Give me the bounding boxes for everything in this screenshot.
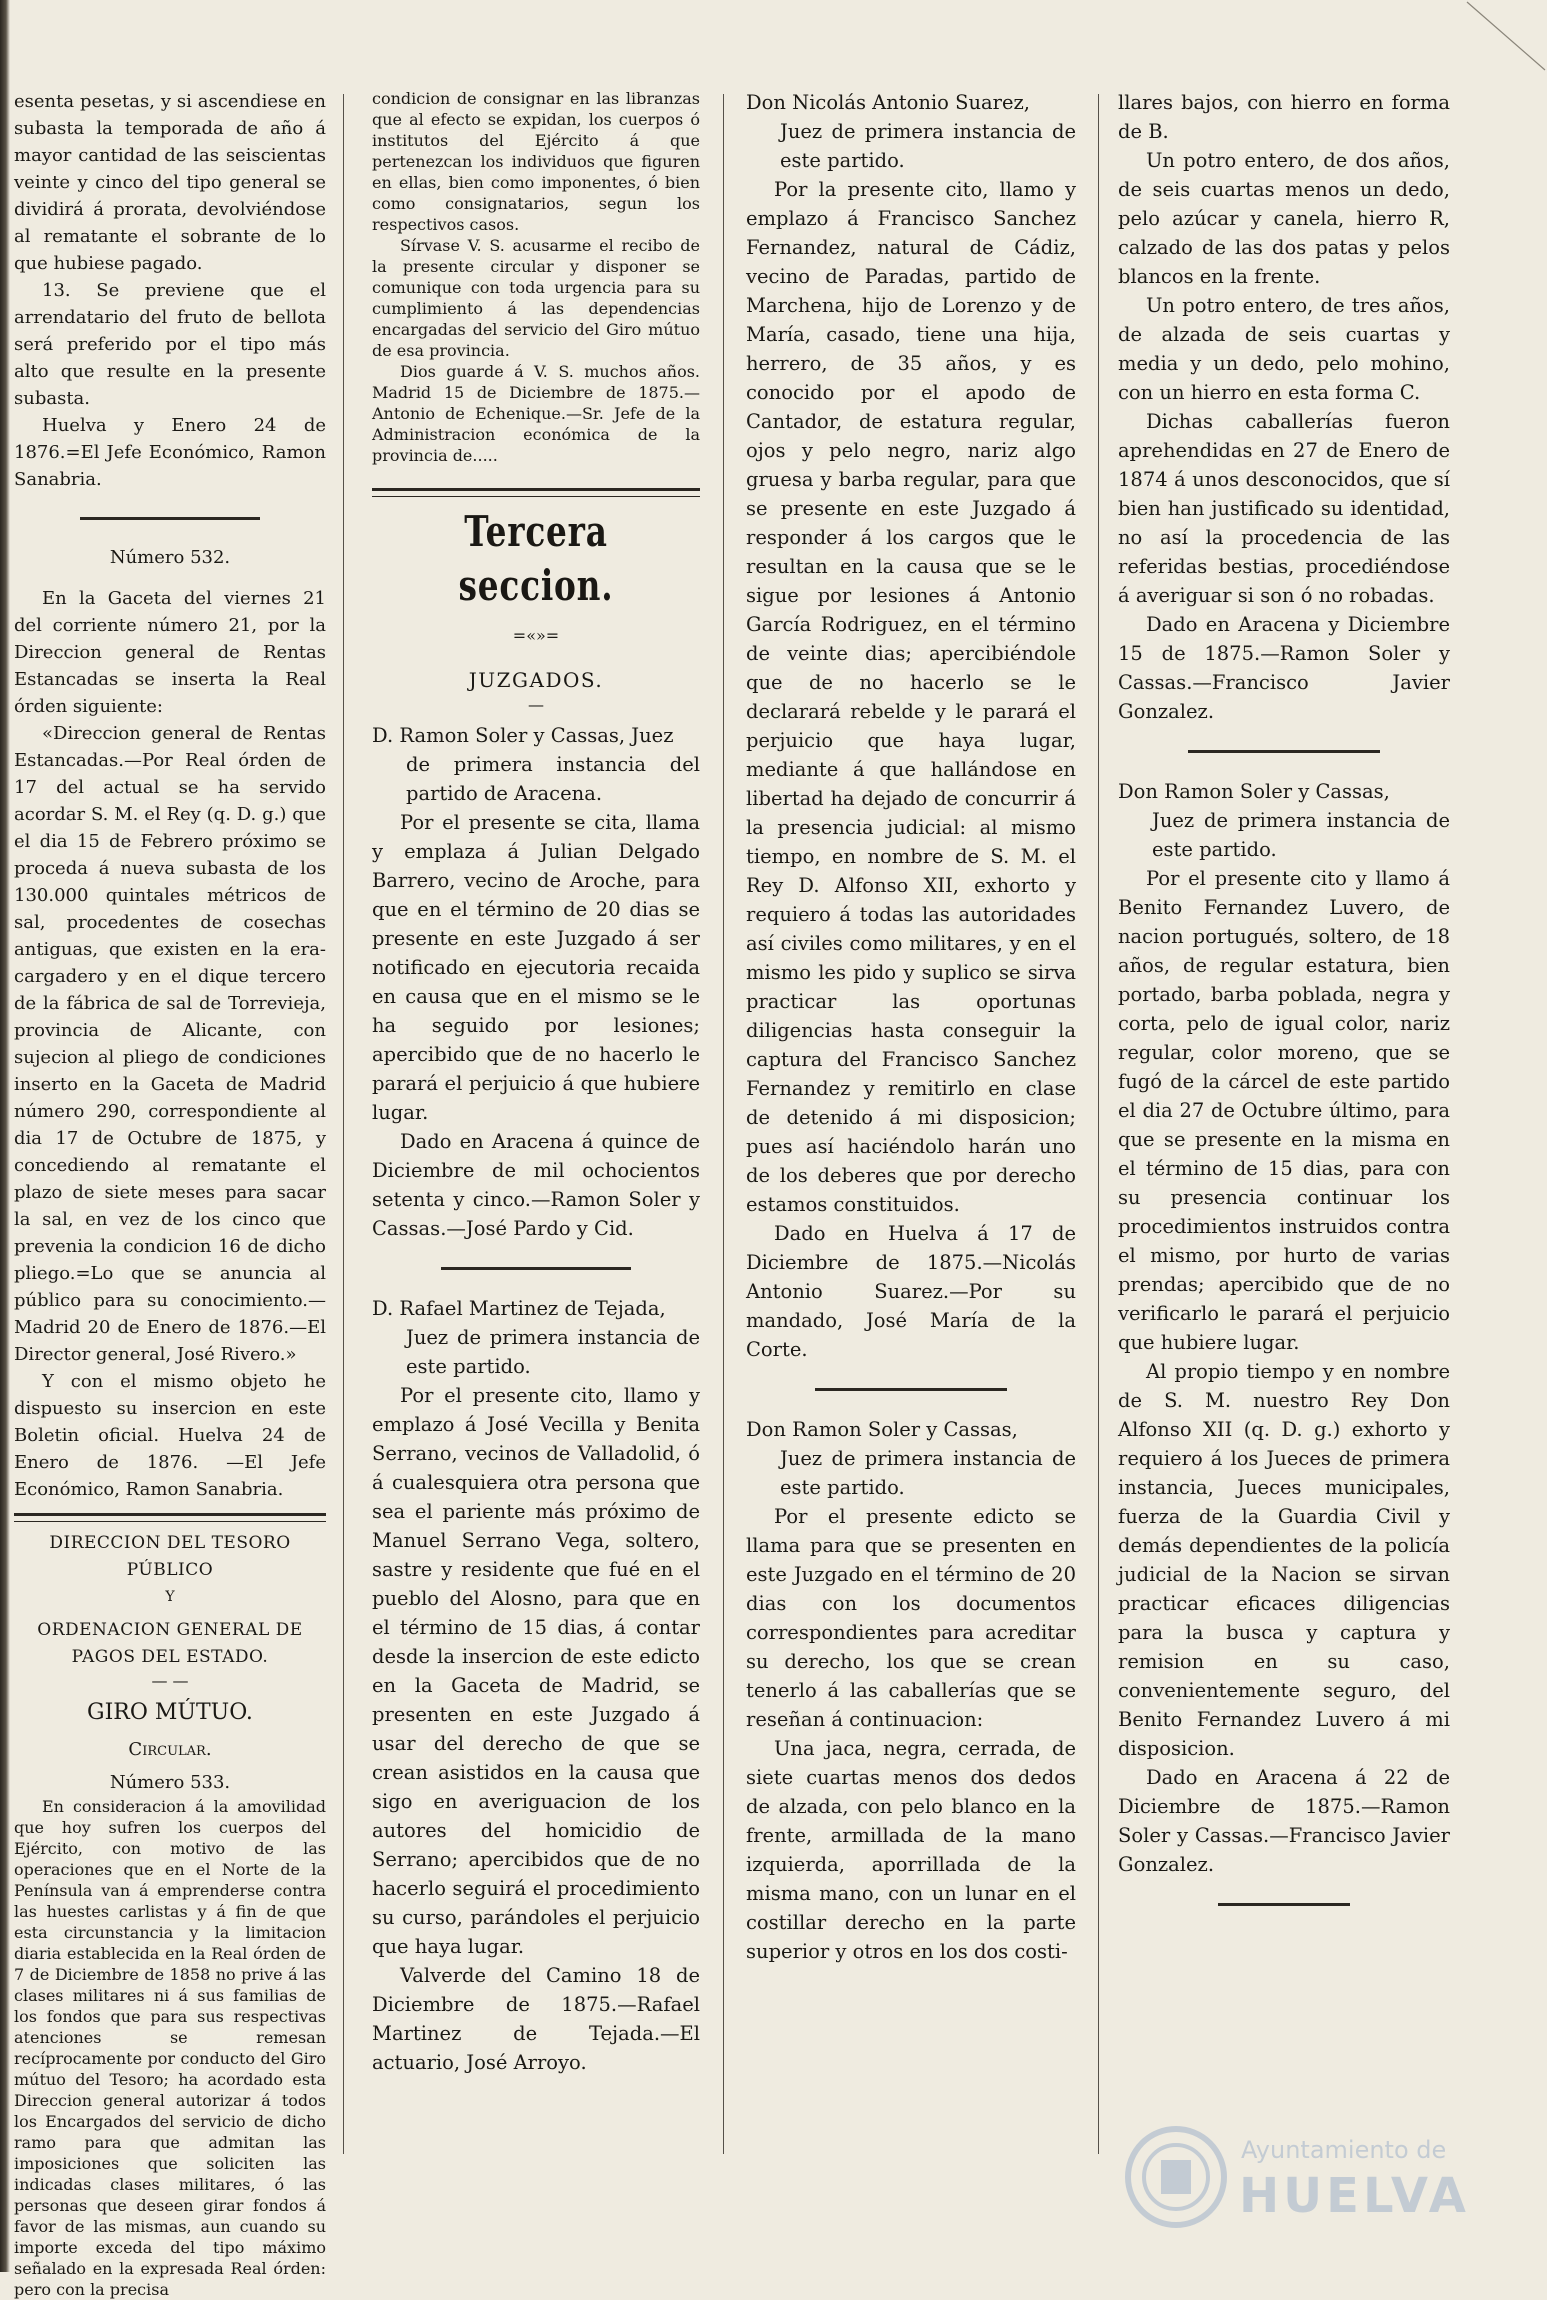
judge-title: Juez de primera instancia de este partido. [406,1326,700,1378]
section-rule [815,1388,1006,1391]
column-rule [1098,94,1099,2154]
column-1 [14,88,326,2300]
signature-paragraph: Dado en Aracena á quince de Diciembre de mil ochocientos setenta y cinco.—Ramon Soler y Cassas.—José Pardo y Cid. [372,1130,700,1240]
double-rule [14,1513,326,1522]
judge-title: Juez de primera instancia de este partido. [780,120,1076,172]
judge-name: D. Rafael Martinez de Tejada, [372,1297,666,1320]
notice-number: Número 532. [109,547,231,568]
double-rule [372,488,700,497]
city-seal-icon [1121,2122,1231,2232]
subtitle: Circular. [128,1739,212,1760]
section-rule [441,1267,631,1270]
paragraph: Al propio tiempo y en nombre de S. M. nuestro Rey Don Alfonso XII (q. D. g.) exhorto y requiero á los Jueces de primera instancia, Jueces municipales, fuerza de la Guardia Civil y demás dependientes de la policía judicial de la Nacion se sirvan practicar eficaces diligencias para la busca y captura y remision en su caso, convenientemente seguro, del Benito Fernandez Luvero á mi disposicion. [1118,1360,1450,1760]
section-header-conjunction: Y [165,1589,175,1605]
judge-name: Don Ramon Soler y Cassas, [746,1418,1018,1441]
section-rule [1188,750,1381,753]
signature-paragraph: Dios guarde á V. S. muchos años. Madrid 15 de Diciembre de 1875.—Antonio de Echenique.—Sr. Jefe de la Administracion económica de la provincia de..... [372,362,700,465]
separator-dash: — [528,695,544,714]
judge-title: de primera instancia del partido de Aracena. [406,753,700,805]
paragraph: Un potro entero, de dos años, de seis cuartas menos un dedo, pelo azúcar y canela, hierro R, calzado de las dos patas y pelos blancos en la frente. [1118,149,1450,288]
watermark-line: Ayuntamiento de [1241,2136,1447,2164]
column-rule [343,94,344,2154]
paragraph: Una jaca, negra, cerrada, de siete cuartas menos dos dedos de alzada, con pelo blanco en la frente, armillada de la mano izquierda, aporrillada de la misma mano, con un lunar en el costillar derecho en la parte superior y otros en los dos costi- [746,1737,1076,1963]
judge-name: Don Nicolás Antonio Suarez, [746,91,1030,114]
paragraph: llares bajos, con hierro en forma de B. [1118,91,1450,143]
paragraph: En la Gaceta del viernes 21 del corriente número 21, por la Direccion general de Rentas Estancadas se inserta la Real órden siguiente: [14,588,326,717]
judge-name: Don Ramon Soler y Cassas, [1118,780,1390,803]
paragraph: 13. Se previene que el arrendatario del fruto de bellota será preferido por el tipo más alto que resulte en la presente subasta. [14,280,326,409]
column-3 [746,88,1076,1966]
signature-paragraph: Dado en Aracena á 22 de Diciembre de 1875.—Ramon Soler y Cassas.—Francisco Javier Gonzalez. [1118,1766,1450,1876]
section-header: ORDENACION GENERAL DE PAGOS DEL ESTADO. [37,1620,303,1667]
ornament: =«»= [512,626,560,645]
section-header: DIRECCION DEL TESORO PÚBLICO [49,1533,291,1580]
paragraph: Por el presente se cita, llama y emplaza á Julian Delgado Barrero, vecino de Aroche, para que en el término de 20 dias se presente en este Juzgado á ser notificado en ejecutoria recaida en causa que en el mismo se le ha seguido por lesiones; apercibido que de no hacerlo le parará el perjuicio á que hubiere lugar. [372,811,700,1124]
column-4 [1118,88,1450,1930]
paragraph: condicion de consignar en las libranzas que al efecto se expidan, los cuerpos ó institutos del Ejército á que pertenezcan los individuos que figuren en ellas, bien como imponentes, ó bien como consignatarios, segun los respectivos casos. [372,89,700,234]
paragraph: Dichas caballerías fueron aprehendidas en 27 de Enero de 1874 á unos desconocidos, que sí bien han justificado su identidad, no así la procedencia de las referidas bestias, procediéndose á averiguar si son ó no robadas. [1118,410,1450,607]
paragraph: esenta pesetas, y si ascendiese en subasta la temporada de año á mayor cantidad de las seiscientas veinte y cinco del tipo general se dividirá á prorata, devolviéndose al rematante el sobrante de lo que hubiese pagado. [14,91,326,274]
paragraph: Por la presente cito, llamo y emplazo á Francisco Sanchez Fernandez, natural de Cádiz, vecino de Paradas, partido de Marchena, hijo de Lorenzo y de María, casado, tiene una hija, herrero, de 35 años, y es conocido por el apodo de Cantador, de estatura regular, ojos y pelo negro, nariz algo gruesa y barba regular, para que se presente en este Juzgado á responder á los cargos que le resultan en la causa que se le sigue por lesiones á Antonio García Rodriguez, en el término de veinte dias; apercibiéndole que de no hacerlo se le declarará rebelde y le parará el perjuicio que haya lugar, mediante á que hallándose en libertad ha dejado de concurrir á la presencia judicial: al mismo tiempo, en nombre de S. M. el Rey D. Alfonso XII, exhorto y requiero á todas las autoridades así civiles como militares, y en el mismo les pido y suplico se sirva practicar las oportunas diligencias hasta conseguir la captura del Francisco Sanchez Fernandez y remitirlo en clase de detenido á mi disposicion; pues así haciéndolo harán uno de los deberes que por derecho estamos constituidos. [746,178,1076,1216]
section-heading: Tercera seccion. [458,507,614,610]
signature-paragraph: Valverde del Camino 18 de Diciembre de 1875.—Rafael Martinez de Tejada.—El actuario, José Arroyo. [372,1964,700,2074]
quoted-order: «Direccion general de Rentas Estancadas.—Por Real órden de 17 del actual se ha servido acordar S. M. el Rey (q. D. g.) que el dia 15 de Febrero próximo se proceda á nueva subasta de los 130.000 quintales métricos de sal, procedentes de cosechas antiguas, que existen en la era-cargadero y en el dique tercero de la fábrica de sal de Torrevieja, provincia de Alicante, con sujecion al pliego de condiciones inserto en la Gaceta de Madrid número 290, correspondiente al dia 17 de Octubre de 1875, y concediendo al rematante el plazo de siete meses para sacar la sal, en vez de los cinco que prevenia la condicion 16 de dicho pliego.=Lo que se anuncia al público para su conocimiento.—Madrid 20 de Enero de 1876.—El Director general, José Rivero.» [14,723,326,1365]
column-rule [723,94,724,2154]
column-2 [372,88,700,2077]
page-binding-edge [0,0,10,2272]
subsection-heading: JUZGADOS. [468,668,604,692]
archive-watermark [1121,2122,1501,2232]
judge-title: Juez de primera instancia de este partido. [1152,809,1450,861]
signature-paragraph: Huelva y Enero 24 de 1876.=El Jefe Económico, Ramon Sanabria. [14,415,326,490]
judge-name: D. Ramon Soler y Cassas, Juez [372,724,674,747]
watermark-city: HUELVA [1239,2168,1470,2224]
paragraph: Sírvase V. S. acusarme el recibo de la presente circular y disponer se comunique con toda urgencia para su cumplimiento á las dependencias encargadas del servicio del Giro mútuo de esa provincia. [372,236,700,360]
paragraph: Por el presente cito y llamo á Benito Fernandez Luvero, de nacion portugués, soltero, de 18 años, de regular estatura, bien portado, barba poblada, negra y corta, pelo de igual color, nariz regular, color moreno, que se fugó de la cárcel de este partido el dia 27 de Octubre último, para que se presente en la misma en el término de 15 dias, para con su presencia continuar los procedimientos instruidos contra el mismo, por hurto de varias prendas; apercibido que de no verificarlo le parará el perjuicio que hubiere lugar. [1118,867,1450,1354]
paragraph: Un potro entero, de tres años, de alzada de seis cuartas y media y un dedo, pelo mohino, con un hierro en esta forma C. [1118,294,1450,404]
paragraph: Por el presente cito, llamo y emplazo á José Vecilla y Benita Serrano, vecinos de Valladolid, ó á cualesquiera otra persona que sea el pariente más próximo de Manuel Serrano Vega, soltero, sastre y residente que fué en el pueblo del Alosno, para que en el término de 15 dias, á contar desde la insercion de este edicto en la Gaceta de Madrid, se presenten en este Juzgado á usar del derecho de que se crean asistidos en la causa que sigo en averiguacion de los autores del homicidio de Serrano; apercibidos que de no hacerlo seguirá el procedimiento su curso, parándoles el perjuicio que haya lugar. [372,1384,700,1958]
signature-paragraph: Dado en Aracena y Diciembre 15 de 1875.—Ramon Soler y Cassas.—Francisco Javier Gonzalez. [1118,613,1450,723]
signature-paragraph: Dado en Huelva á 17 de Diciembre de 1875.—Nicolás Antonio Suarez.—Por su mandado, José María de la Corte. [746,1222,1076,1361]
paragraph: Por el presente edicto se llama para que se presenten en este Juzgado en el término de 20 dias con los documentos correspondientes para acreditar su derecho, los que se crean tenerlo á las caballerías que se reseñan á continuacion: [746,1505,1076,1731]
separator-dash: — — [151,1671,189,1690]
paragraph: Y con el mismo objeto he dispuesto su insercion en este Boletin oficial. Huelva 24 de Enero de 1876. —El Jefe Económico, Ramon Sanabria. [14,1371,326,1500]
paragraph: En consideracion á la amovilidad que hoy sufren los cuerpos del Ejército, con motivo de las operaciones que en el Norte de la Península van á emprenderse contra las huestes carlistas y á fin de que esta circunstancia y la limitacion diaria establecida en la Real órden de 7 de Diciembre de 1858 no prive á las clases militares ni á sus familias de los fondos que para sus respectivas atenciones se remesan recíprocamente por conducto del Giro mútuo del Tesoro; ha acordado esta Direccion general autorizar á todos los Encargados del servicio de dicho ramo para que admitan las imposiciones que soliciten las indicadas clases militares, ó las personas que deseen girar fondos á favor de las mismas, aun cuando su importe exceda del tipo máximo señalado en la expresada Real órden: pero con la precisa [14,1797,326,2299]
notice-number: Número 533. [109,1772,231,1793]
page-corner-fold [1457,0,1547,90]
section-rule [80,517,261,520]
section-title: GIRO MÚTUO. [87,1700,253,1725]
judge-title: Juez de primera instancia de este partido. [780,1447,1076,1499]
section-rule [1218,1903,1351,1906]
